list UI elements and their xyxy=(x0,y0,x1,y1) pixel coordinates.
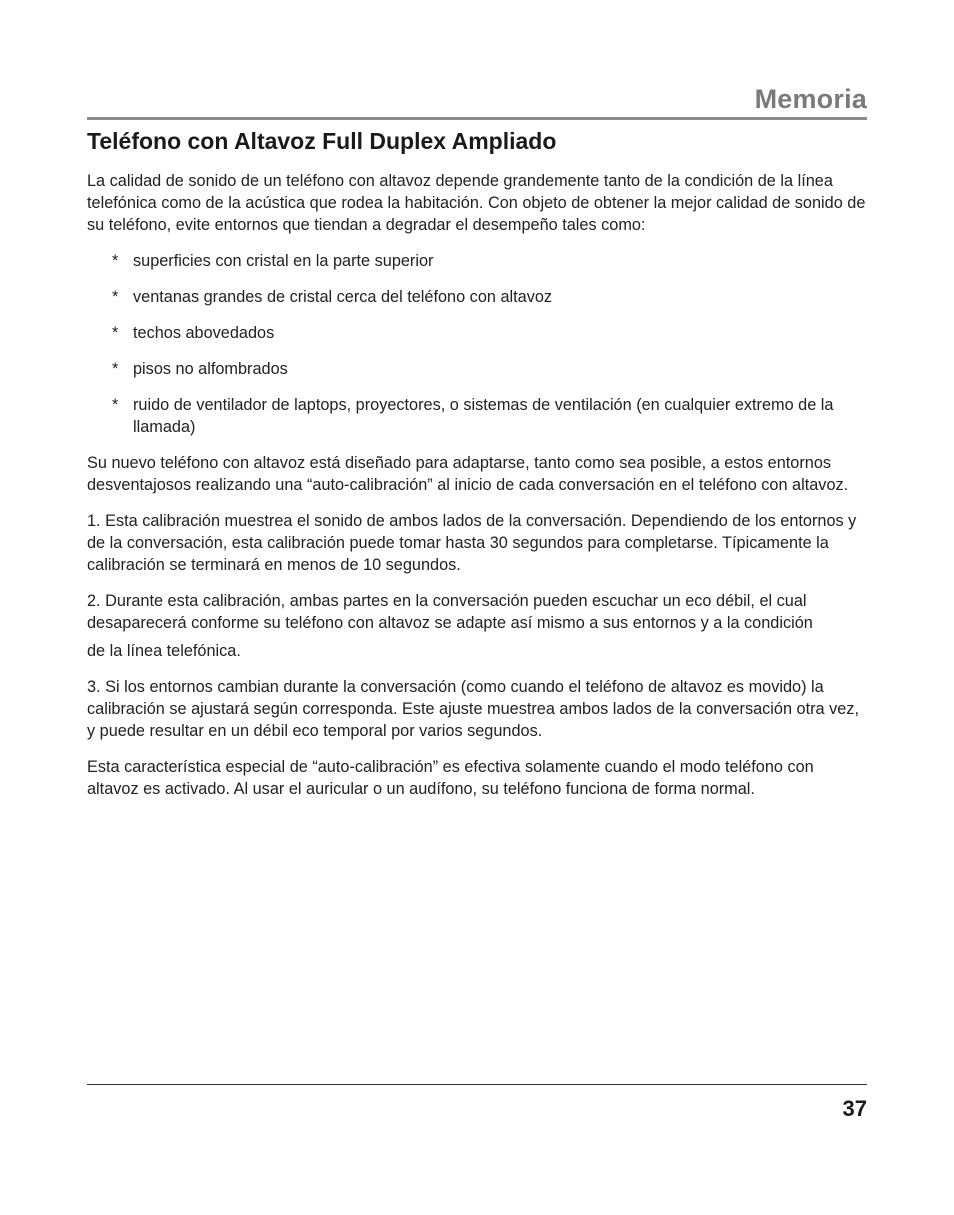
step-2-last-line: de la línea telefónica. xyxy=(87,642,241,660)
bullet-marker: * xyxy=(112,252,119,270)
page-number: 37 xyxy=(842,1096,867,1121)
list-item-text: pisos no alfombrados xyxy=(133,360,288,378)
article-body xyxy=(87,170,869,800)
step-1-paragraph: 1. Esta calibración muestrea el sonido de ambos lados de la conversación. Dependiendo de los entornos y de la conversación, esta calibración puede tomar hasta 30 segundos para completarse. Típicamente la calibración se terminará en menos de 10 segundos. xyxy=(87,512,857,574)
step-2-paragraph xyxy=(87,590,869,662)
bullet-marker: * xyxy=(112,360,119,378)
step-3-paragraph: 3. Si los entornos cambian durante la conversación (como cuando el teléfono de altavoz es movido) la calibración se ajustará según corresponda. Este ajuste muestrea ambos lados de la conversación otra vez, y puede resultar en un débil eco temporal por varios segundos. xyxy=(87,678,859,740)
intro-paragraph: La calidad de sonido de un teléfono con altavoz depende grandemente tanto de la condición de la línea telefónica como de la acústica que rodea la habitación. Con objeto de obtener la mejor calidad de sonido de su teléfono, evite entornos que tiendan a degradar el desempeño tales como: xyxy=(87,172,866,234)
footer-divider xyxy=(87,1084,867,1085)
list-item xyxy=(87,322,869,344)
header-divider xyxy=(87,117,867,120)
environment-list xyxy=(87,250,869,438)
section-title: Memoria xyxy=(754,84,867,114)
list-item xyxy=(87,286,869,308)
adaptation-paragraph: Su nuevo teléfono con altavoz está diseñado para adaptarse, tanto como sea posible, a estos entornos desventajosos realizando una “auto-calibración” al inicio de cada conversación en el teléfono con altavoz. xyxy=(87,454,849,494)
list-item xyxy=(87,358,869,380)
list-item xyxy=(87,394,869,438)
step-2-text: 2. Durante esta calibración, ambas partes en la conversación pueden escuchar un eco débil, el cual desaparecerá conforme su teléfono con altavoz se adapte así mismo a sus entornos y a la condición xyxy=(87,592,813,632)
bullet-marker: * xyxy=(112,324,119,342)
list-item-text: techos abovedados xyxy=(133,324,275,342)
list-item-text: ruido de ventilador de laptops, proyectores, o sistemas de ventilación (en cualquier extremo de la llamada) xyxy=(133,396,834,436)
manual-page xyxy=(87,0,867,1215)
bullet-marker: * xyxy=(112,396,119,414)
closing-paragraph: Esta característica especial de “auto-calibración” es efectiva solamente cuando el modo teléfono con altavoz es activado. Al usar el auricular o un audífono, su teléfono funciona de forma normal. xyxy=(87,758,814,798)
list-item-text: ventanas grandes de cristal cerca del teléfono con altavoz xyxy=(133,288,553,306)
article-heading: Teléfono con Altavoz Full Duplex Ampliado xyxy=(87,128,557,154)
list-item-text: superficies con cristal en la parte superior xyxy=(133,252,434,270)
section-header xyxy=(87,84,867,120)
bullet-marker: * xyxy=(112,288,119,306)
list-item xyxy=(87,250,869,272)
